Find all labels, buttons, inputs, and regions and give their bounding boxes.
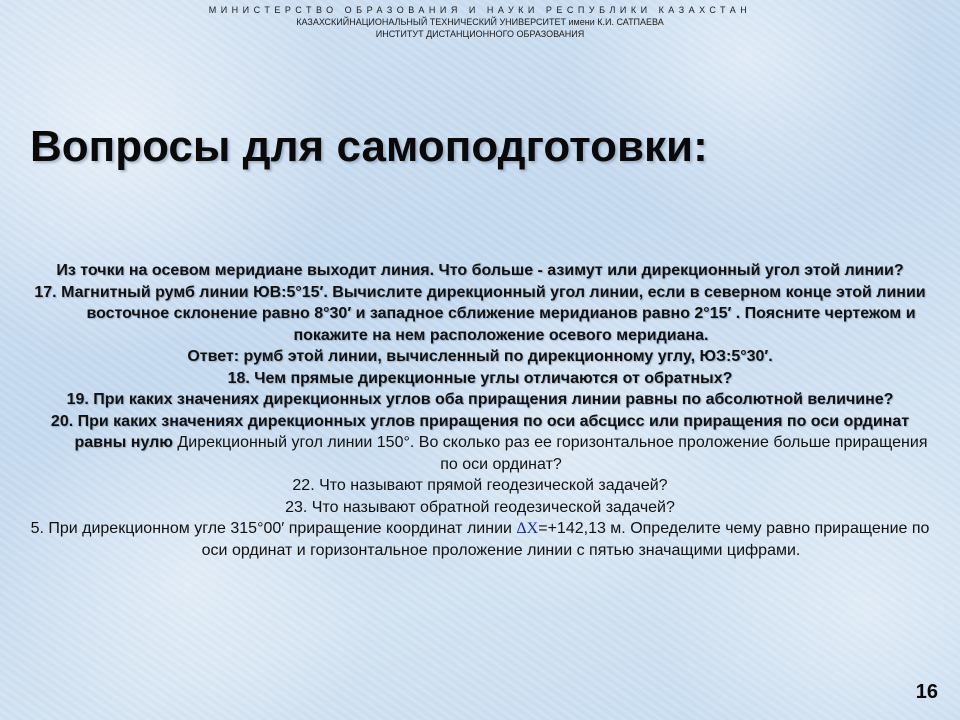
page-title: Вопросы для самоподготовки: bbox=[30, 122, 708, 171]
question-17: 17. Магнитный румб линии ЮВ:5°15′. Вычислите дирекционный угол линии, если в северном конце этой линии восточное склонение равно 8°30′ и западное сближение меридианов равно 2°15′ . Поясните чертежом и покажите на нем расположение осевого меридиана. bbox=[34, 283, 926, 344]
delta-x-symbol: ΔX bbox=[516, 520, 539, 537]
page-number: 16 bbox=[915, 681, 938, 703]
question-19: 19. При каких значениях дирекционных углов оба приращения линии равны по абсолютной величине? bbox=[66, 391, 894, 408]
question-17-answer: Ответ: румб этой линии, вычисленный по дирекционному углу, ЮЗ:5°30′. bbox=[187, 348, 773, 365]
question-18: 18. Чем прямые дирекционные углы отличаются от обратных? bbox=[227, 369, 733, 387]
university-text: КАЗАХСКИЙНАЦИОНАЛЬНЫЙ ТЕХНИЧЕСКИЙ УНИВЕРСИТЕТ bbox=[296, 17, 567, 27]
question-20-text: 20. При каких значениях дирекционных углов приращения по оси абсцисс или приращения по оси ординат равны нулю bbox=[50, 412, 910, 451]
institute-line: ИНСТИТУТ ДИСТАНЦИОННОГО ОБРАЗОВАНИЯ bbox=[375, 29, 585, 39]
university-line bbox=[0, 16, 960, 28]
question-23: 23. Что называют обратной геодезической задачей? bbox=[285, 498, 675, 516]
question-axial-meridian: Из точки на осевом меридиане выходит линия. Что больше - азимут или дирекционный угол этой линии? bbox=[56, 262, 904, 279]
question-5-after: =+142,13 м. Определите чему равно приращение по оси ординат и горизонтальное проложение линии с пятью значащими цифрами. bbox=[201, 520, 930, 559]
questions-list bbox=[30, 260, 930, 561]
ministry-line: МИНИСТЕРСТВО ОБРАЗОВАНИЯ И НАУКИ РЕСПУБЛИКИ КАЗАХСТАН bbox=[208, 5, 752, 15]
slide-header bbox=[0, 4, 960, 40]
question-21-text: Дирекционный угол линии 150°. Во сколько раз ее горизонтальное проложение больше приращения по оси ординат? bbox=[172, 434, 928, 473]
university-name: имени К.И. САТПАЕВА bbox=[568, 17, 664, 27]
question-22: 22. Что называют прямой геодезической задачей? bbox=[292, 477, 668, 494]
question-5-before: 5. При дирекционном угле 315°00′ приращение координат линии bbox=[30, 520, 517, 537]
question-20 bbox=[30, 411, 930, 476]
question-5 bbox=[30, 518, 930, 561]
